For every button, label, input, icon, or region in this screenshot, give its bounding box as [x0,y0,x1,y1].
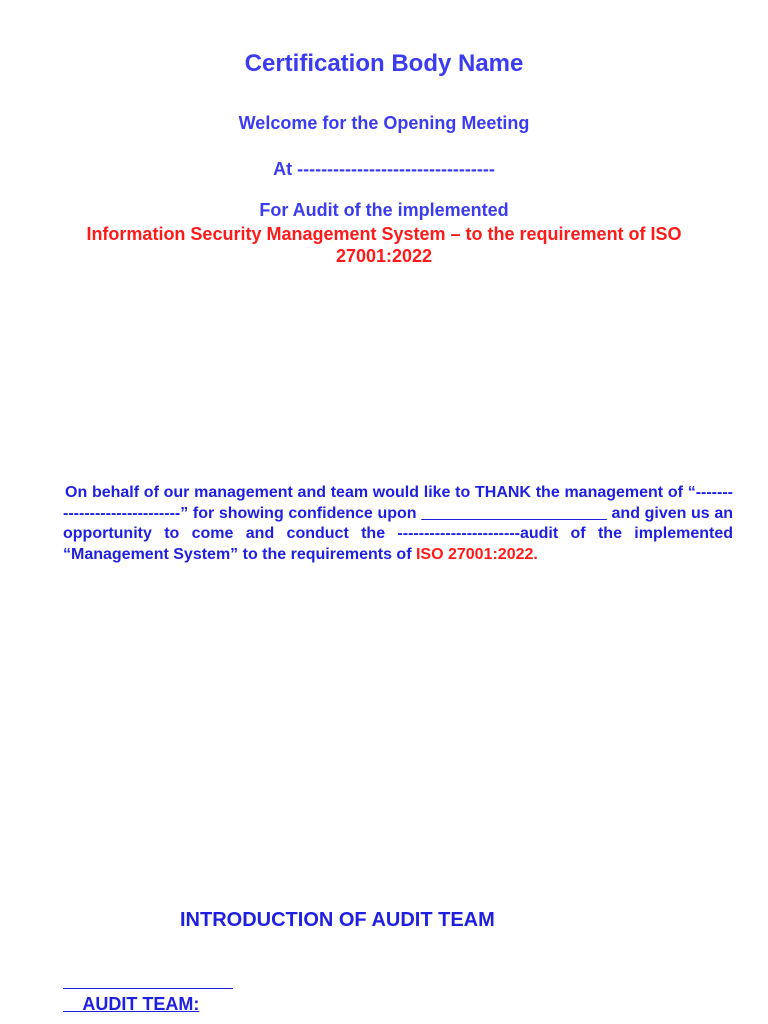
confidence-blank-field [421,505,607,522]
iso-standard-reference: ISO 27001:2022 [415,545,534,563]
divider-line [63,988,233,989]
thanks-text-part1: On behalf of our management and team would like to THANK the management of “-----------------------------” for showing confidence upon [63,484,733,522]
certification-body-title: Certification Body Name [244,50,524,77]
thanks-text-end: . [533,545,538,563]
venue-line: At --------------------------------- [273,159,495,179]
management-system-standard-line: Information Security Management System – to the requirement of ISO 27001:2022 [86,224,682,266]
welcome-heading: Welcome for the Opening Meeting [238,113,530,133]
thanks-text-part2: and given us an opportunity to come and conduct the -----------------------audit of the implemented “Management System” to the requirements of [63,504,734,563]
audit-team-label: AUDIT TEAM: [63,994,200,1014]
audit-purpose-line: For Audit of the implemented [259,200,509,220]
introduction-heading: INTRODUCTION OF AUDIT TEAM [180,909,495,931]
thanks-paragraph [63,483,733,565]
